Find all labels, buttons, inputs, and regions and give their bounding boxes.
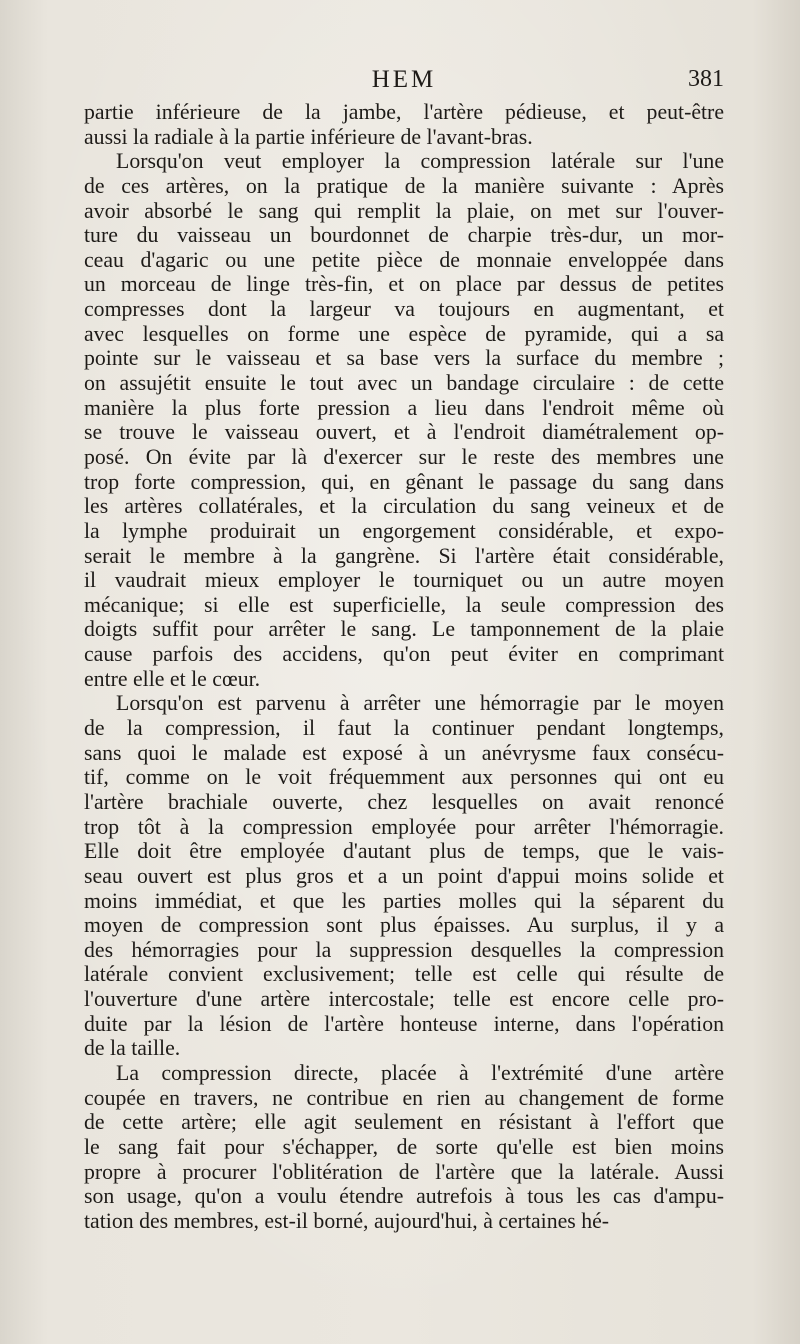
- text-line: ture du vaisseau un bourdonnet de charpie très-dur, un mor-: [84, 223, 724, 248]
- text-line: avoir absorbé le sang qui remplit la plaie, on met sur l'ouver-: [84, 198, 724, 223]
- paragraph: [84, 1061, 724, 1233]
- text-line: un morceau de linge très-fin, et on place par dessus de petites: [84, 272, 724, 297]
- text-line: se trouve le vaisseau ouvert, et à l'endroit diamétralement op-: [84, 420, 724, 445]
- text-line: son usage, qu'on a voulu étendre autrefois à tous les cas d'ampu-: [84, 1184, 724, 1209]
- text-line: serait le membre à la gangrène. Si l'artère était considérable,: [84, 543, 724, 568]
- paragraph: [84, 691, 724, 1061]
- text-line: Lorsqu'on est parvenu à arrêter une hémorragie par le moyen: [116, 691, 724, 716]
- page-number: 381: [688, 66, 724, 92]
- text-line: moyen de compression sont plus épaisses. Au surplus, il y a: [84, 913, 724, 938]
- text-line: posé. On évite par là d'exercer sur le reste des membres une: [84, 444, 724, 469]
- running-head: HEM: [371, 66, 437, 93]
- text-line: Elle doit être employée d'autant plus de temps, que le vais-: [84, 839, 724, 864]
- text-line: partie inférieure de la jambe, l'artère pédieuse, et peut-être: [84, 100, 724, 124]
- text-line: de la taille.: [84, 1036, 181, 1061]
- text-line: manière la plus forte pression a lieu dans l'endroit même où: [84, 395, 724, 420]
- text-line: de la compression, il faut la continuer pendant longtemps,: [84, 716, 724, 741]
- text-line: mécanique; si elle est superficielle, la seule compression des: [84, 592, 724, 617]
- text-line: tif, comme on le voit fréquemment aux personnes qui ont eu: [84, 765, 724, 790]
- text-line: on assujétit ensuite le tout avec un bandage circulaire : de cette: [84, 371, 724, 396]
- text-line: propre à procurer l'oblitération de l'artère que la latérale. Aussi: [84, 1159, 724, 1184]
- text-line: latérale convient exclusivement; telle est celle qui résulte de: [84, 962, 724, 987]
- text-line: trop tôt à la compression employée pour arrêter l'hémorragie.: [84, 814, 724, 839]
- text-line: la lymphe produirait un engorgement considérable, et expo-: [84, 518, 724, 543]
- text-line: compresses dont la largeur va toujours en augmentant, et: [84, 297, 724, 322]
- text-line: pointe sur le vaisseau et sa base vers la surface du membre ;: [84, 346, 724, 371]
- text-line: l'artère brachiale ouverte, chez lesquelles on avait renoncé: [84, 789, 724, 814]
- text-line: La compression directe, placée à l'extrémité d'une artère: [116, 1060, 724, 1085]
- text-line: il vaudrait mieux employer le tourniquet ou un autre moyen: [84, 568, 724, 593]
- text-line: de cette artère; elle agit seulement en résistant à l'effort que: [84, 1110, 724, 1135]
- text-line: tation des membres, est-il borné, aujourd'hui, à certaines hé-: [84, 1208, 610, 1233]
- text-line: des hémorragies pour la suppression desquelles la compression: [84, 937, 724, 962]
- text-line: seau ouvert est plus gros et a un point d'appui moins solide et: [84, 863, 724, 888]
- text-line: Lorsqu'on veut employer la compression latérale sur l'une: [116, 149, 724, 174]
- text-line: aussi la radiale à la partie inférieure de l'avant-bras.: [84, 124, 533, 149]
- text-line: sans quoi le malade est exposé à un anévrysme faux consécu-: [84, 740, 724, 765]
- text-line: coupée en travers, ne contribue en rien au changement de forme: [84, 1085, 724, 1110]
- text-line: duite par la lésion de l'artère honteuse interne, dans l'opération: [84, 1011, 724, 1036]
- text-line: ceau d'agaric ou une petite pièce de monnaie enveloppée dans: [84, 247, 724, 272]
- text-line: entre elle et le cœur.: [84, 666, 261, 691]
- body-text: [84, 100, 724, 1233]
- text-line: doigts suffit pour arrêter le sang. Le tamponnement de la plaie: [84, 617, 724, 642]
- paragraph: [84, 149, 724, 691]
- page-header: [84, 66, 724, 100]
- text-line: cause parfois des accidens, qu'on peut éviter en comprimant: [84, 642, 724, 667]
- text-line: moins immédiat, et que les parties molles qui la séparent du: [84, 888, 724, 913]
- text-line: de ces artères, on la pratique de la manière suivante : Après: [84, 173, 724, 198]
- text-line: trop forte compression, qui, en gênant le passage du sang dans: [84, 469, 724, 494]
- paragraph: [84, 100, 724, 149]
- text-line: les artères collatérales, et la circulation du sang veineux et de: [84, 494, 724, 519]
- text-line: l'ouverture d'une artère intercostale; telle est encore celle pro-: [84, 987, 724, 1012]
- text-line: le sang fait pour s'échapper, de sorte qu'elle est bien moins: [84, 1134, 724, 1159]
- text-line: avec lesquelles on forme une espèce de pyramide, qui a sa: [84, 321, 724, 346]
